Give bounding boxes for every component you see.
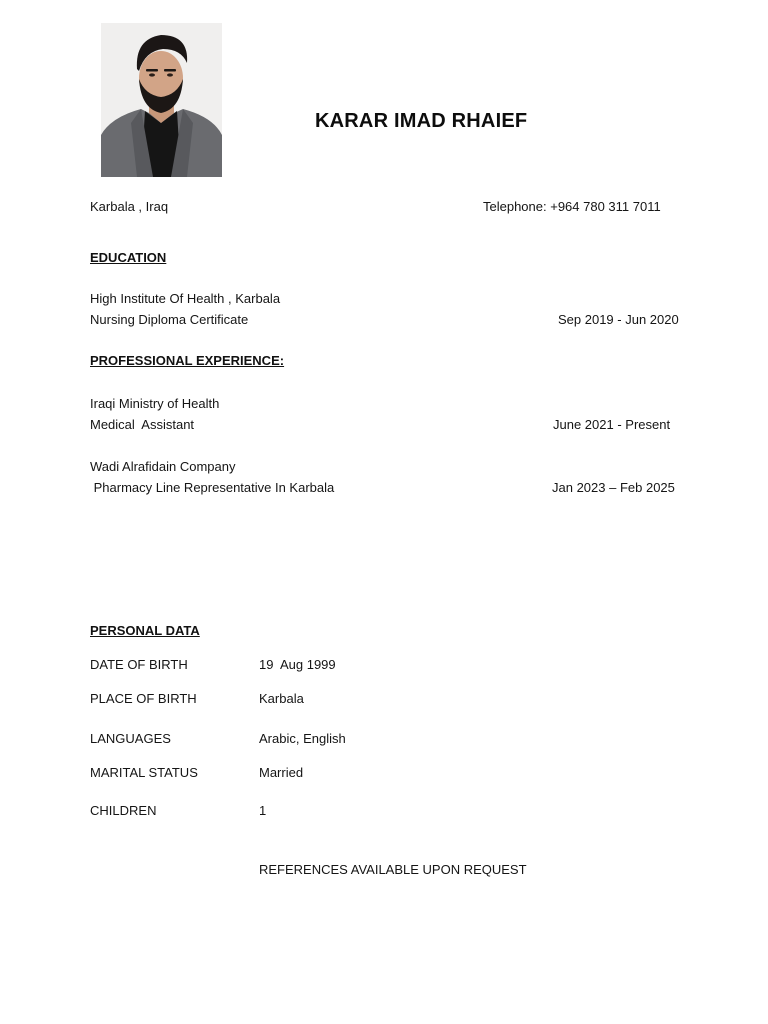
personal-value: Karbala — [259, 691, 304, 706]
education-qualification: Nursing Diploma Certificate — [90, 312, 249, 327]
job-role: Medical Assistant — [90, 417, 195, 432]
personal-value: 19 Aug 1999 — [259, 657, 336, 672]
job-role: Pharmacy Line Representative In Karbala — [90, 480, 335, 495]
job-employer: Wadi Alrafidain Company — [90, 459, 236, 474]
telephone: Telephone: +964 780 311 7011 — [483, 199, 661, 214]
profile-photo — [101, 23, 222, 177]
experience-heading: PROFESSIONAL EXPERIENCE: — [90, 353, 285, 368]
education-dates: Sep 2019 - Jun 2020 — [558, 312, 679, 327]
location: Karbala , Iraq — [90, 199, 169, 214]
personal-label: PLACE OF BIRTH — [90, 691, 197, 706]
personal-label: MARITAL STATUS — [90, 765, 198, 780]
job-employer: Iraqi Ministry of Health — [90, 396, 220, 411]
personal-label: CHILDREN — [90, 803, 157, 818]
personal-value: 1 — [259, 803, 267, 818]
job-dates: June 2021 - Present — [553, 417, 671, 432]
personal-heading: PERSONAL DATA — [90, 623, 200, 638]
personal-label: LANGUAGES — [90, 731, 171, 746]
candidate-name: KARAR IMAD RHAIEF — [315, 110, 528, 132]
job-dates: Jan 2023 – Feb 2025 — [552, 480, 675, 495]
personal-value: Married — [259, 765, 304, 780]
education-institution: High Institute Of Health , Karbala — [90, 291, 281, 306]
references-note: REFERENCES AVAILABLE UPON REQUEST — [259, 862, 527, 877]
education-heading: EDUCATION — [90, 250, 167, 265]
personal-label: DATE OF BIRTH — [90, 657, 188, 672]
personal-value: Arabic, English — [259, 731, 346, 746]
